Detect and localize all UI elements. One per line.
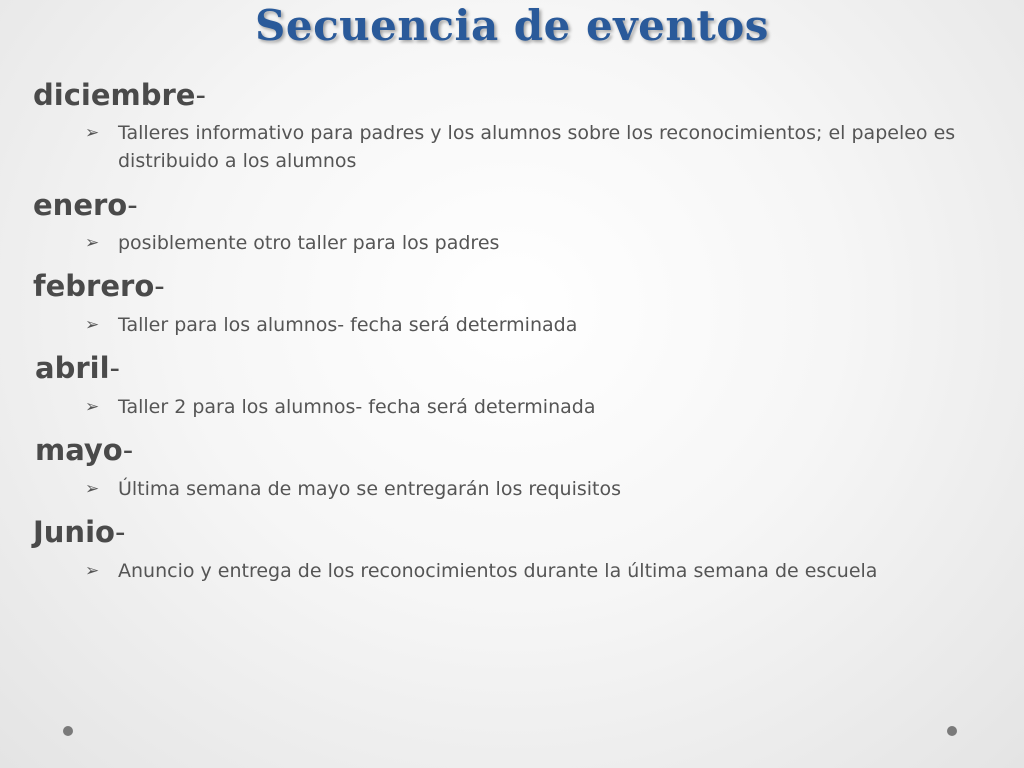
- month-name: abril: [35, 351, 110, 385]
- month-name: mayo: [35, 433, 123, 467]
- decorative-dot-left: [63, 726, 73, 736]
- month-name: enero: [33, 188, 128, 222]
- bullet-item: [85, 475, 965, 503]
- month-name: Junio: [33, 515, 115, 549]
- month-dash: -: [195, 78, 206, 112]
- bullet-item: [85, 557, 965, 585]
- bullet-text: Talleres informativo para padres y los alumnos sobre los reconocimientos; el papeleo es distribuido a los alumnos: [118, 122, 956, 172]
- month-name: diciembre: [33, 78, 196, 112]
- bullet-item: [85, 393, 965, 421]
- bullet-item: [85, 119, 965, 175]
- month-heading-abril: [35, 350, 120, 386]
- month-heading-mayo: [35, 432, 133, 468]
- bullet-text: Taller para los alumnos- fecha será determinada: [118, 314, 578, 336]
- slide-title: Secuencia de eventos: [255, 1, 769, 50]
- arrow-bullet-icon: ➢: [85, 397, 100, 417]
- arrow-bullet-icon: ➢: [85, 315, 100, 335]
- month-heading-enero: [33, 187, 138, 223]
- month-dash: -: [154, 269, 165, 303]
- bullet-text: Última semana de mayo se entregarán los requisitos: [118, 478, 622, 500]
- arrow-bullet-icon: ➢: [85, 233, 100, 253]
- decorative-dot-right: [947, 726, 957, 736]
- arrow-bullet-icon: ➢: [85, 123, 100, 143]
- bullet-text: posiblemente otro taller para los padres: [118, 232, 500, 254]
- month-dash: -: [109, 351, 120, 385]
- month-heading-febrero: [33, 268, 165, 304]
- month-dash: -: [127, 188, 138, 222]
- bullet-item: [85, 311, 965, 339]
- month-name: febrero: [33, 269, 155, 303]
- month-heading-diciembre: [33, 77, 206, 113]
- arrow-bullet-icon: ➢: [85, 479, 100, 499]
- month-heading-junio: [33, 514, 125, 550]
- arrow-bullet-icon: ➢: [85, 561, 100, 581]
- month-dash: -: [114, 515, 126, 549]
- bullet-item: [85, 229, 965, 257]
- bullet-text: Anuncio y entrega de los reconocimientos durante la última semana de escuela: [118, 560, 878, 582]
- month-dash: -: [122, 433, 134, 467]
- bullet-text: Taller 2 para los alumnos- fecha será determinada: [118, 396, 596, 418]
